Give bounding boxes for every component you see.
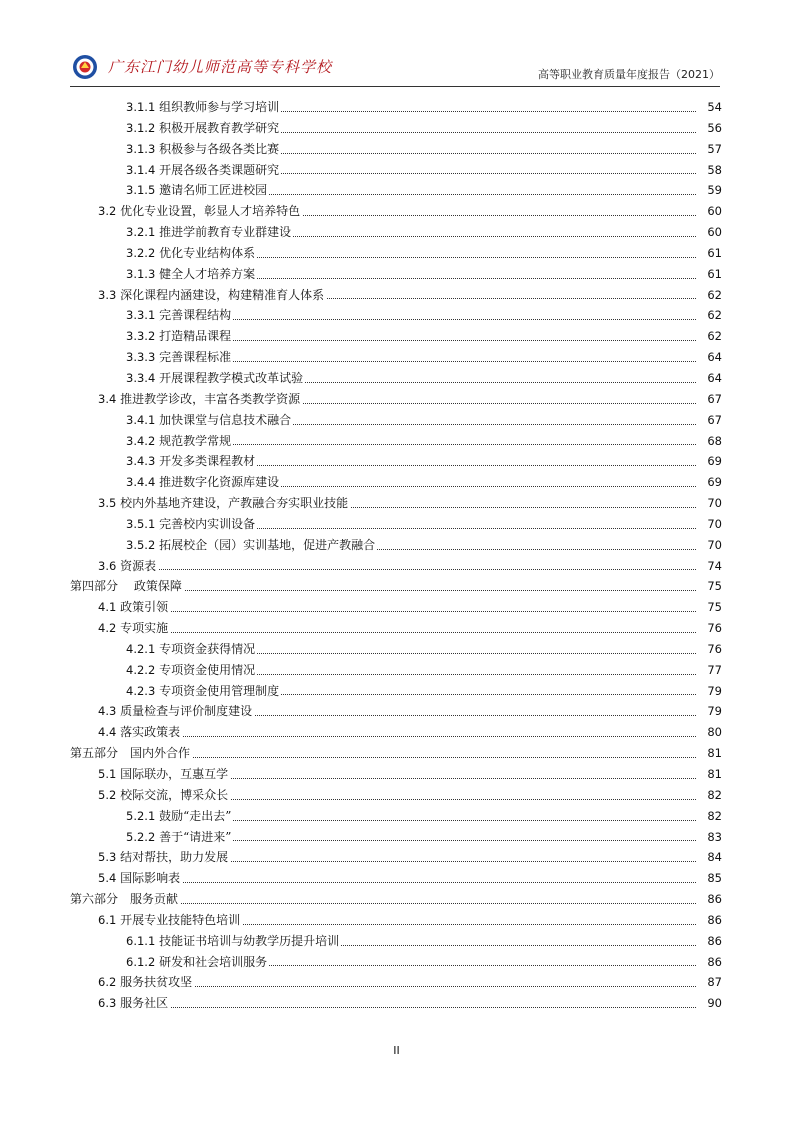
toc-entry-label xyxy=(126,243,257,263)
toc-section-number: 4.4 xyxy=(98,725,117,740)
toc-entry-label xyxy=(126,952,269,972)
toc-title: 积极参与各级各类比赛 xyxy=(159,141,280,156)
toc-title: 资源表 xyxy=(120,558,157,573)
toc-entry[interactable] xyxy=(70,389,722,410)
toc-page-number: 70 xyxy=(707,496,722,511)
toc-page-number: 90 xyxy=(707,996,722,1011)
toc-entry-label xyxy=(126,326,233,346)
toc-entry[interactable] xyxy=(70,201,722,222)
toc-title: 国际影响表 xyxy=(120,871,181,886)
toc-entry-label xyxy=(98,993,170,1013)
toc-entry-label xyxy=(126,660,257,680)
toc-section-number: 5.2 xyxy=(98,787,117,802)
toc-page-number: 81 xyxy=(707,746,722,761)
toc-title: 推进教学诊改，丰富各类教学资源 xyxy=(120,391,301,406)
toc-title: 落实政策表 xyxy=(120,725,181,740)
toc-entry[interactable] xyxy=(70,889,722,910)
toc-section-number: 3.2.2 xyxy=(126,245,156,260)
toc-page-number: 85 xyxy=(707,871,722,886)
toc-page-number: 67 xyxy=(707,391,722,406)
toc-entry[interactable] xyxy=(70,806,722,827)
toc-title: 技能证书培训与幼教学历提升培训 xyxy=(159,933,340,948)
toc-section-number: 5.2.2 xyxy=(126,829,156,844)
toc-page-number: 82 xyxy=(707,787,722,802)
toc-entry[interactable] xyxy=(70,472,722,493)
toc-page-number: 62 xyxy=(707,287,722,302)
toc-page-number: 87 xyxy=(707,975,722,990)
toc-title: 第五部分 国内外合作 xyxy=(70,746,191,761)
school-logo-icon xyxy=(72,54,98,80)
toc-page-number: 86 xyxy=(707,912,722,927)
toc-entry[interactable] xyxy=(70,222,722,243)
toc-section-number: 3.4.1 xyxy=(126,412,156,427)
toc-section-number: 3.1.5 xyxy=(126,183,156,198)
toc-entry[interactable] xyxy=(70,118,722,139)
toc-entry[interactable] xyxy=(70,347,722,368)
toc-section-number: 3.1.3 xyxy=(126,266,156,281)
toc-section-number: 3.5.2 xyxy=(126,537,156,552)
toc-page-number: 79 xyxy=(707,683,722,698)
toc-title: 开展专业技能特色培训 xyxy=(120,912,241,927)
toc-entry-label xyxy=(126,222,293,242)
toc-entry-label xyxy=(98,493,350,513)
toc-section-number: 3.2.1 xyxy=(126,225,156,240)
toc-page-number: 54 xyxy=(707,100,722,114)
toc-title: 完善课程标准 xyxy=(159,350,232,365)
toc-page-number: 69 xyxy=(707,454,722,469)
toc-entry[interactable] xyxy=(70,827,722,848)
toc-entry-label xyxy=(98,201,302,221)
toc-title: 优化专业设置，彰显人才培养特色 xyxy=(120,204,301,219)
toc-entry-label xyxy=(126,535,377,555)
toc-page-number: 84 xyxy=(707,850,722,865)
toc-page-number: 77 xyxy=(707,662,722,677)
toc-entry[interactable] xyxy=(70,451,722,472)
toc-entry[interactable] xyxy=(70,597,722,618)
toc-title: 善于“请进来” xyxy=(159,829,232,844)
toc-title: 服务扶贫攻坚 xyxy=(120,975,193,990)
toc-entry-label xyxy=(98,597,170,617)
toc-title: 专项实施 xyxy=(120,621,169,636)
toc-entry-label xyxy=(98,389,302,409)
toc-entry-label xyxy=(126,431,233,451)
toc-entry-label xyxy=(126,160,281,180)
toc-section-number: 3.1.4 xyxy=(126,162,156,177)
toc-entry-label xyxy=(126,264,257,284)
toc-entry-label xyxy=(126,410,293,430)
toc-section-number: 6.1 xyxy=(98,912,117,927)
toc-title: 开发多类课程教材 xyxy=(159,454,256,469)
toc-title: 推进学前教育专业群建设 xyxy=(159,225,292,240)
toc-entry[interactable] xyxy=(70,493,722,514)
toc-title: 加快课堂与信息技术融合 xyxy=(159,412,292,427)
toc-title: 研发和社会培训服务 xyxy=(159,954,268,969)
toc-page-number: 76 xyxy=(707,641,722,656)
toc-title: 拓展校企（园）实训基地，促进产教融合 xyxy=(159,537,376,552)
toc-page-number: 70 xyxy=(707,516,722,531)
toc-entry-label xyxy=(126,472,281,492)
toc-entry[interactable] xyxy=(70,701,722,722)
toc-entry-label xyxy=(126,97,281,117)
toc-title: 完善校内实训设备 xyxy=(159,516,256,531)
toc-entry[interactable] xyxy=(70,576,722,597)
toc-title: 专项资金获得情况 xyxy=(159,641,256,656)
toc-title: 鼓励“走出去” xyxy=(159,808,232,823)
toc-section-number: 6.2 xyxy=(98,975,117,990)
toc-title: 专项资金使用情况 xyxy=(159,662,256,677)
toc-entry-label xyxy=(98,618,170,638)
toc-section-number: 3.3.3 xyxy=(126,350,156,365)
toc-title: 结对帮扶，助力发展 xyxy=(120,850,229,865)
toc-section-number: 3.3.1 xyxy=(126,308,156,323)
toc-page-number: 62 xyxy=(707,329,722,344)
toc-page-number: 80 xyxy=(707,725,722,740)
toc-entry-label xyxy=(126,451,257,471)
toc-section-number: 3.6 xyxy=(98,558,117,573)
toc-page-number: 61 xyxy=(707,245,722,260)
toc-section-number: 4.1 xyxy=(98,600,117,615)
toc-entry[interactable] xyxy=(70,722,722,743)
header-divider xyxy=(70,86,720,87)
toc-page-number: 59 xyxy=(707,183,722,198)
toc-leader-dots xyxy=(98,611,696,612)
report-title: 高等职业教育质量年度报告（2021） xyxy=(538,68,720,81)
toc-entry-label xyxy=(126,827,233,847)
toc-entry[interactable] xyxy=(70,264,722,285)
toc-entry[interactable] xyxy=(70,681,722,702)
toc-section-number: 6.1.1 xyxy=(126,933,156,948)
toc-entry[interactable] xyxy=(70,618,722,639)
toc-page-number: 64 xyxy=(707,350,722,365)
toc-entry-label xyxy=(126,180,269,200)
toc-entry-label xyxy=(126,806,233,826)
toc-page-number: 86 xyxy=(707,933,722,948)
toc-page-number: 57 xyxy=(707,141,722,156)
school-name: 广东江门幼儿师范高等专科学校 xyxy=(108,58,333,76)
toc-page-number: 75 xyxy=(707,600,722,615)
table-of-contents xyxy=(70,97,722,1014)
toc-entry-label xyxy=(126,139,281,159)
toc-entry-label xyxy=(70,889,180,909)
toc-title: 邀请名师工匠进校园 xyxy=(159,183,268,198)
toc-entry[interactable] xyxy=(70,139,722,160)
toc-entry-label xyxy=(98,972,194,992)
toc-entry[interactable] xyxy=(70,160,722,181)
toc-section-number: 3.1.2 xyxy=(126,120,156,135)
toc-title: 服务社区 xyxy=(120,996,169,1011)
toc-entry-label xyxy=(98,722,182,742)
toc-section-number: 4.2.2 xyxy=(126,662,156,677)
toc-section-number: 3.3.4 xyxy=(126,370,156,385)
toc-title: 国际联办，互惠互学 xyxy=(120,767,229,781)
toc-section-number: 3.3.2 xyxy=(126,329,156,344)
toc-title: 深化课程内涵建设，构建精准育人体系 xyxy=(120,287,325,302)
toc-entry-label xyxy=(98,868,182,888)
toc-section-number: 3.5 xyxy=(98,496,117,511)
toc-entry-label xyxy=(98,847,230,867)
toc-section-number: 4.2.3 xyxy=(126,683,156,698)
toc-page-number: 81 xyxy=(707,767,722,781)
toc-entry-label xyxy=(70,576,184,596)
toc-entry[interactable] xyxy=(70,97,722,118)
toc-page-number: 61 xyxy=(707,266,722,281)
toc-leader-dots xyxy=(98,736,696,737)
toc-entry[interactable] xyxy=(70,931,722,952)
toc-entry-label xyxy=(126,681,281,701)
toc-section-number: 3.4 xyxy=(98,391,117,406)
toc-leader-dots xyxy=(98,882,696,883)
toc-section-number: 5.3 xyxy=(98,850,117,865)
page-header xyxy=(70,52,720,84)
toc-entry[interactable] xyxy=(70,368,722,389)
toc-title: 组织教师参与学习培训 xyxy=(159,100,280,114)
toc-entry[interactable] xyxy=(70,305,722,326)
toc-section-number: 3.1.1 xyxy=(126,100,156,114)
toc-entry[interactable] xyxy=(70,660,722,681)
toc-title: 积极开展教育教学研究 xyxy=(159,120,280,135)
toc-page-number: 69 xyxy=(707,475,722,490)
toc-title: 专项资金使用管理制度 xyxy=(159,683,280,698)
toc-title: 开展各级各类课题研究 xyxy=(159,162,280,177)
toc-entry-label xyxy=(98,701,254,721)
toc-entry[interactable] xyxy=(70,993,722,1014)
toc-entry[interactable] xyxy=(70,639,722,660)
toc-entry[interactable] xyxy=(70,556,722,577)
toc-title: 健全人才培养方案 xyxy=(159,266,256,281)
toc-page-number: 68 xyxy=(707,433,722,448)
toc-page-number: 75 xyxy=(707,579,722,594)
toc-entry[interactable] xyxy=(70,535,722,556)
toc-section-number: 3.4.2 xyxy=(126,433,156,448)
toc-page-number: 58 xyxy=(707,162,722,177)
toc-page-number: 79 xyxy=(707,704,722,719)
toc-leader-dots xyxy=(98,1007,696,1008)
toc-entry[interactable] xyxy=(70,285,722,306)
toc-entry[interactable] xyxy=(70,326,722,347)
page-number: II xyxy=(393,1044,400,1057)
toc-title: 优化专业结构体系 xyxy=(159,245,256,260)
toc-title: 打造精品课程 xyxy=(159,329,232,344)
toc-title: 第四部分 政策保障 xyxy=(70,579,182,594)
toc-entry-label xyxy=(126,368,305,388)
toc-section-number: 5.4 xyxy=(98,871,117,886)
toc-entry-label xyxy=(126,639,257,659)
toc-page-number: 60 xyxy=(707,225,722,240)
toc-leader-dots xyxy=(98,569,696,570)
toc-section-number: 3.4.3 xyxy=(126,454,156,469)
toc-section-number: 4.2.1 xyxy=(126,641,156,656)
toc-entry[interactable] xyxy=(70,764,722,785)
toc-entry[interactable] xyxy=(70,847,722,868)
toc-section-number: 4.2 xyxy=(98,621,117,636)
toc-entry-label xyxy=(98,785,230,805)
toc-section-number: 6.1.2 xyxy=(126,954,156,969)
toc-entry-label xyxy=(126,347,233,367)
toc-page-number: 83 xyxy=(707,829,722,844)
toc-section-number: 3.2 xyxy=(98,204,117,219)
toc-section-number: 5.2.1 xyxy=(126,808,156,823)
toc-page-number: 76 xyxy=(707,621,722,636)
toc-entry[interactable] xyxy=(70,972,722,993)
toc-page-number: 56 xyxy=(707,120,722,135)
toc-entry-label xyxy=(98,556,158,576)
toc-page-number: 74 xyxy=(707,558,722,573)
toc-section-number: 3.3 xyxy=(98,287,117,302)
toc-page-number: 62 xyxy=(707,308,722,323)
toc-section-number: 3.1.3 xyxy=(126,141,156,156)
toc-entry-label xyxy=(126,514,257,534)
toc-entry-label xyxy=(98,764,230,784)
toc-entry-label xyxy=(126,305,233,325)
toc-section-number: 3.5.1 xyxy=(126,516,156,531)
toc-section-number: 5.1 xyxy=(98,767,117,781)
toc-entry[interactable] xyxy=(70,514,722,535)
toc-title: 第六部分 服务贡献 xyxy=(70,892,179,907)
toc-section-number: 4.3 xyxy=(98,704,117,719)
toc-title: 校内外基地齐建设，产教融合夯实职业技能 xyxy=(120,496,349,511)
toc-title: 政策引领 xyxy=(120,600,169,615)
toc-page-number: 67 xyxy=(707,412,722,427)
toc-entry[interactable] xyxy=(70,431,722,452)
toc-entry[interactable] xyxy=(70,743,722,764)
toc-title: 完善课程结构 xyxy=(159,308,232,323)
toc-entry-label xyxy=(70,743,192,763)
toc-title: 开展课程教学模式改革试验 xyxy=(159,370,304,385)
toc-page-number: 60 xyxy=(707,204,722,219)
toc-section-number: 3.4.4 xyxy=(126,475,156,490)
toc-title: 质量检查与评价制度建设 xyxy=(120,704,253,719)
toc-entry[interactable] xyxy=(70,910,722,931)
toc-entry-label xyxy=(126,931,341,951)
toc-entry[interactable] xyxy=(70,180,722,201)
toc-title: 校际交流，博采众长 xyxy=(120,787,229,802)
toc-entry-label xyxy=(126,118,281,138)
toc-page-number: 82 xyxy=(707,808,722,823)
toc-page-number: 86 xyxy=(707,954,722,969)
toc-entry-label xyxy=(98,285,326,305)
toc-page-number: 86 xyxy=(707,892,722,907)
toc-page-number: 70 xyxy=(707,537,722,552)
toc-entry[interactable] xyxy=(70,952,722,973)
toc-entry[interactable] xyxy=(70,410,722,431)
toc-title: 推进数字化资源库建设 xyxy=(159,475,280,490)
toc-leader-dots xyxy=(98,632,696,633)
toc-page-number: 64 xyxy=(707,370,722,385)
toc-entry[interactable] xyxy=(70,243,722,264)
toc-entry[interactable] xyxy=(70,785,722,806)
toc-title: 规范教学常规 xyxy=(159,433,232,448)
toc-entry[interactable] xyxy=(70,868,722,889)
toc-entry-label xyxy=(98,910,242,930)
toc-section-number: 6.3 xyxy=(98,996,117,1011)
